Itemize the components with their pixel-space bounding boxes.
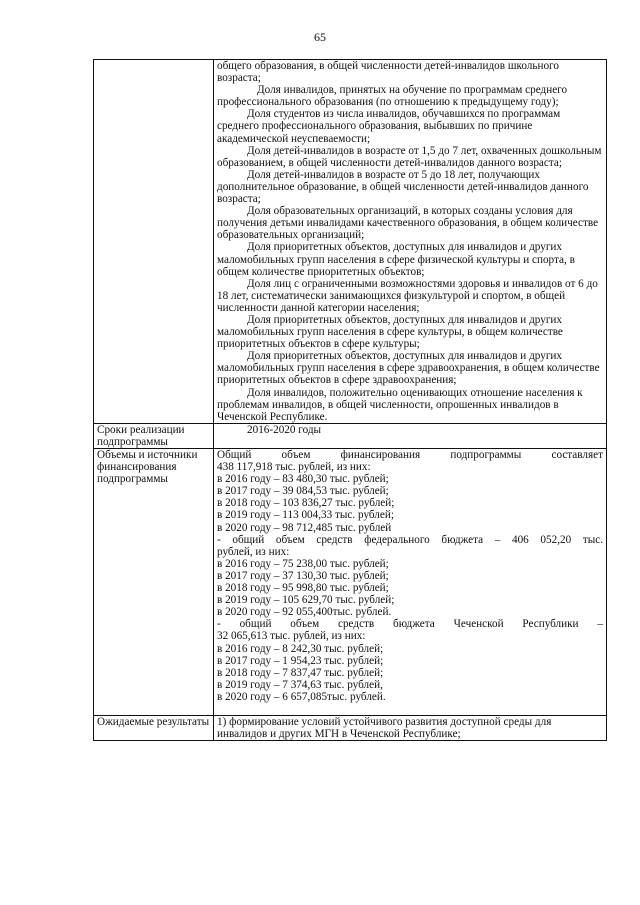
funding-line: в 2017 году – 1 954,23 тыс. рублей;: [217, 654, 384, 667]
funding-line: в 2019 году – 7 374,63 тыс. рублей,: [217, 678, 383, 691]
indicator-paragraph: Доля инвалидов, положительно оценивающих отношение населения к проблемам инвалидов, в общей численности, опрошенных инвалидов в Чеченской Республике.: [217, 386, 583, 423]
funding-line: в 2019 году – 105 629,70 тыс. рублей;: [217, 594, 395, 607]
funding-spacer: [217, 703, 603, 715]
funding-line: в 2016 году – 8 242,30 тыс. рублей;: [217, 642, 384, 655]
indicator-paragraph: Доля детей-инвалидов в возрасте от 1,5 до 7 лет, охваченных дошкольным образованием, в общей численности детей-инвалидов данного возраста;: [217, 144, 602, 169]
funding-line: в 2017 году – 37 130,30 тыс. рублей;: [217, 569, 389, 582]
table-row-indicators: [94, 60, 607, 424]
funding-line: в 2017 году – 39 084,53 тыс. рублей;: [217, 485, 389, 498]
funding-line: в 2020 году – 98 712,485 тыс. рублей: [217, 521, 392, 534]
result-paragraph: 1) формирование условий устойчивого развития доступной среды для инвалидов и других МГН в Чеченской Республике;: [217, 715, 552, 741]
row-content-funding: [214, 449, 607, 716]
row-content-results: [214, 715, 607, 740]
funding-line: в 2018 году – 103 836,27 тыс. рублей;: [217, 497, 395, 510]
page-number: 65: [314, 30, 326, 44]
row-label-timeline: Сроки реализации подпрограммы: [94, 423, 214, 448]
row-content-timeline: [214, 423, 607, 448]
row-label-funding: Объемы и источники финансирования подпрограммы: [94, 449, 214, 716]
indicator-paragraph: Доля образовательных организаций, в которых созданы условия для получения детьми инвалидами качественного образования, в общем количестве образовательных организаций;: [217, 205, 599, 242]
row-label-indicators: [94, 60, 214, 424]
table-row-results: [94, 715, 607, 740]
indicator-paragraph: Доля приоритетных объектов, доступных для инвалидов и других маломобильных групп населения в сфере культуры, в общем количестве приоритетных объектов в сфере культуры;: [217, 313, 563, 351]
subprogram-passport-table: [93, 59, 607, 741]
funding-line: 438 117,918 тыс. рублей, из них:: [217, 461, 371, 474]
indicator-paragraph: Доля приоритетных объектов, доступных для инвалидов и других маломобильных групп населения в сфере физической культуры и спорта, в общем количестве приоритетных объектов;: [217, 241, 575, 278]
funding-line: - общий объем средств бюджета Чеченской Республики –: [217, 618, 603, 631]
funding-line: рублей, из них:: [217, 545, 290, 558]
funding-line: в 2018 году – 7 837,47 тыс. рублей;: [217, 666, 384, 679]
indicator-paragraph: Доля приоритетных объектов, доступных для инвалидов и других маломобильных групп населения в сфере здравоохранения, в общем количестве приоритетных объектов в сфере здравоохранения;: [217, 350, 600, 387]
funding-line: в 2019 году – 113 004,33 тыс. рублей;: [217, 509, 394, 522]
indicator-paragraph: Доля инвалидов, принятых на обучение по программам среднего профессионального образования (по отношению к предыдущему году);: [217, 84, 568, 109]
funding-line: Общий объем финансирования подпрограммы составляет: [217, 449, 603, 461]
indicator-paragraph: Доля детей-инвалидов в возрасте от 5 до 18 лет, получающих дополнительное образование, в общей численности детей-инвалидов данного возраста;: [217, 168, 589, 206]
funding-line: в 2016 году – 75 238,00 тыс. рублей;: [217, 557, 389, 570]
table-row-funding: [94, 449, 607, 716]
indicator-paragraph: Доля лиц с ограниченными возможностями здоровья и инвалидов от 6 до 18 лет, систематически занимающихся физкультурой и спортом, в общей численности данной категории населения;: [217, 277, 598, 314]
indicator-paragraph: общего образования, в общей численности детей-инвалидов школьного возраста;: [217, 60, 559, 85]
funding-line: - общий объем средств федерального бюджета – 406 052,20 тыс.: [217, 533, 603, 546]
row-label-results: Ожидаемые результаты: [94, 715, 214, 740]
table-row-timeline: [94, 423, 607, 448]
funding-line: в 2020 году – 6 657,085тыс. рублей.: [217, 690, 386, 703]
indicator-paragraph: Доля студентов из числа инвалидов, обучавшихся по программам среднего профессионального образования, выбывших по причине академической неуспеваемости;: [217, 108, 561, 145]
funding-line: в 2020 году – 92 055,400тыс. рублей.: [217, 606, 392, 619]
row-content-indicators: [214, 60, 607, 424]
funding-line: в 2016 году – 83 480,30 тыс. рублей;: [217, 473, 389, 486]
funding-line: 32 065,613 тыс. рублей, из них:: [217, 630, 366, 643]
timeline-value: 2016-2020 годы: [247, 423, 322, 436]
funding-line: в 2018 году – 95 998,80 тыс. рублей;: [217, 582, 389, 595]
